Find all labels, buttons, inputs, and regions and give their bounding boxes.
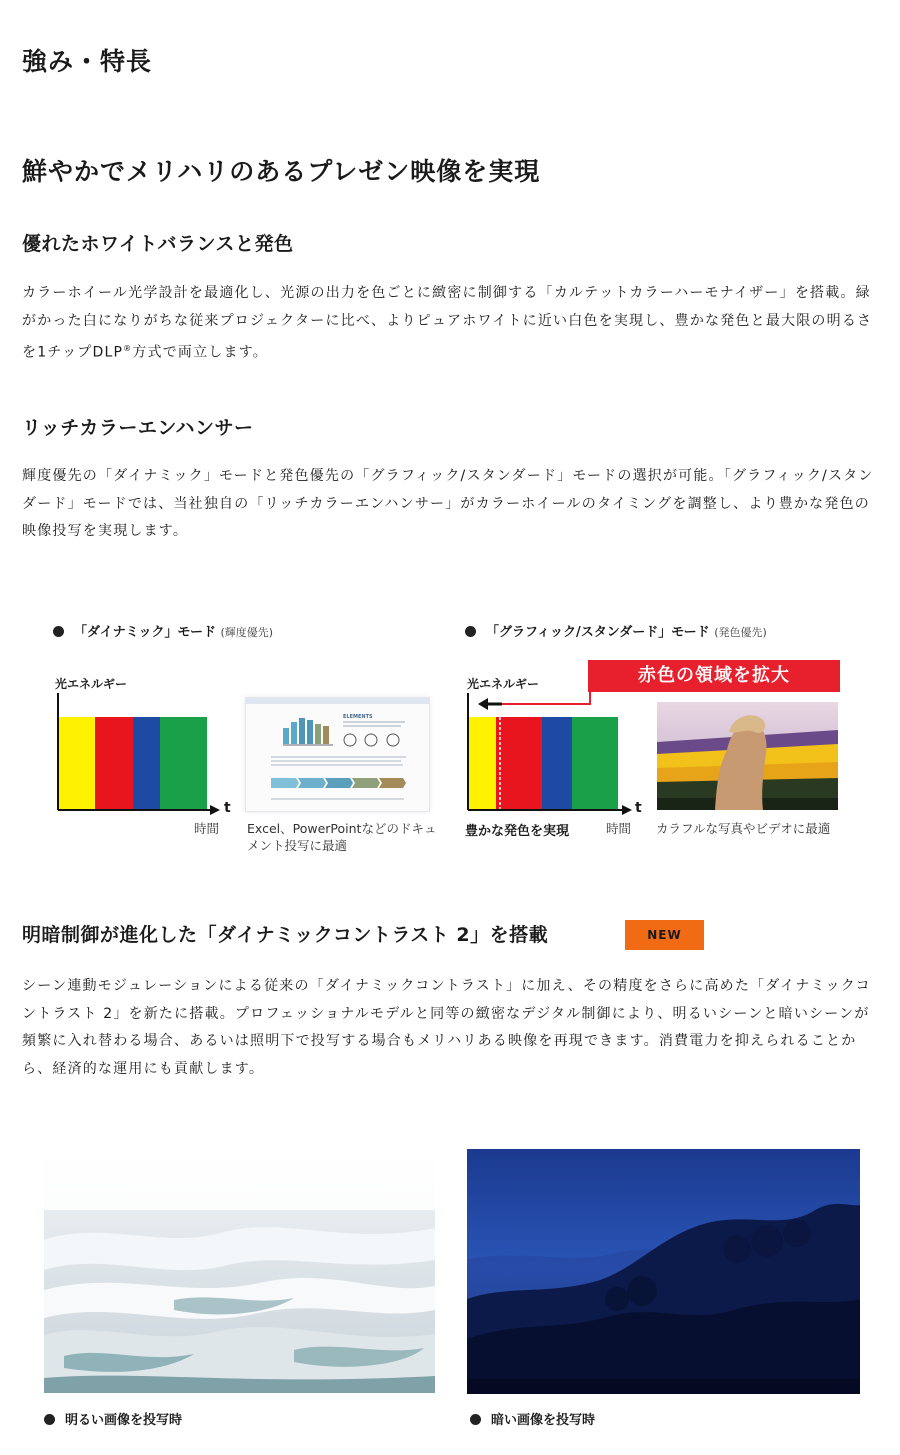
graphic-y-label: 光エネルギー: [467, 677, 540, 691]
dynamic-mode-note: (輝度優先): [220, 626, 274, 639]
dynamic-caption: Excel、PowerPointなどのドキュメント投写に最適: [247, 821, 437, 853]
dynamic-contrast-heading: 明暗制御が進化した「ダイナミックコントラスト 2」を搭載: [22, 924, 549, 946]
doc-text-line: [271, 760, 401, 762]
bullet-icon: [44, 1414, 55, 1425]
doc-text-line: [271, 798, 404, 800]
bar-blue: [542, 717, 572, 810]
x-axis-arrow-icon: [210, 805, 220, 815]
dynamic-energy-chart: [52, 693, 242, 818]
white-balance-body: [22, 280, 878, 367]
dynamic-contrast-body: シーン連動モジュレーションによる従来の「ダイナミックコントラスト」に加え、その精度をさらに高めた「ダイナミックコントラスト 2」を新たに搭載。プロフェッショナルモデルと同等の緻密なデジタル制御により、明るいシーンと暗いシーンが頻繁に入れ替わる場合、あるいは照明下で投写する場合もメリハリある映像を再現できます。消費電力を抑えられることから、経済的な運用にも貢献します。: [22, 978, 871, 1077]
dark-photo: [467, 1149, 860, 1394]
graphic-t-symbol: t: [635, 800, 642, 816]
doc-icons: [343, 732, 409, 748]
bullet-icon: [53, 626, 64, 637]
bar-yellow: [468, 717, 496, 810]
doc-bar-chart: [271, 714, 341, 748]
new-badge: NEW: [625, 920, 704, 950]
doc-timeline: [271, 778, 406, 788]
bullet-icon: [465, 626, 476, 637]
bullet-icon: [470, 1414, 481, 1425]
white-balance-text: カラーホイール光学設計を最適化し、光源の出力を色ごとに緻密に制御する「カルテットカラーハーモナイザー」を搭載。緑がかった白になりがちな従来プロジェクターに比べ、よりピュアホワイトに近い白色を実現し、豊かな発色と最大限の明るさを1チップDLP: [22, 285, 873, 361]
doc-text-line: [343, 721, 405, 723]
left-arrow-icon: [478, 698, 488, 710]
dark-photo-caption: [470, 1409, 595, 1428]
bright-caption-text: 明るい画像を投写時: [65, 1413, 183, 1428]
rich-color-result-label: 豊かな発色を実現: [465, 824, 570, 839]
x-axis-arrow-icon: [622, 805, 632, 815]
bar-green: [160, 717, 207, 810]
dynamic-x-label: 時間: [194, 821, 220, 836]
doc-header-strip: [246, 698, 429, 704]
section-heading: 鮮やかでメリハリのあるプレゼン映像を実現: [22, 157, 541, 186]
dynamic-mode-label: 「ダイナミック」モード: [74, 625, 216, 640]
bar-yellow: [58, 717, 95, 810]
page-title: 強み・特長: [22, 47, 153, 76]
graphic-mode-label: 「グラフィック/スタンダード」モード: [486, 625, 710, 640]
bright-photo: [44, 1150, 435, 1393]
doc-text-line: [271, 756, 406, 758]
bar-green: [572, 717, 618, 810]
bar-red: [95, 717, 133, 810]
white-balance-text-end: 方式で両立します。: [132, 344, 269, 361]
dynamic-t-symbol: t: [224, 800, 231, 816]
dynamic-mode-title: [53, 621, 273, 640]
bar-blue: [133, 717, 160, 810]
rich-color-heading: リッチカラーエンハンサー: [22, 417, 254, 439]
registered-mark: ®: [123, 344, 133, 353]
banner-connector: [502, 692, 590, 704]
dark-caption-text: 暗い画像を投写時: [491, 1413, 596, 1428]
doc-text-line: [271, 764, 403, 766]
graphic-caption: カラフルな写真やビデオに最適: [656, 821, 831, 836]
doc-heading: ELEMENTS: [343, 714, 373, 720]
colorful-photo: [657, 702, 838, 810]
graphic-mode-note: (発色優先): [714, 626, 767, 639]
document-thumbnail: [245, 697, 430, 812]
dynamic-y-label: 光エネルギー: [55, 677, 128, 691]
rich-color-body: 輝度優先の「ダイナミック」モードと発色優先の「グラフィック/スタンダード」モードの選択が可能。「グラフィック/スタンダード」モードでは、当社独自の「リッチカラーエンハンサー」がカラーホイールのタイミングを調整し、より豊かな発色の映像投写を実現します。: [22, 468, 874, 539]
bar-red: [496, 717, 542, 810]
white-balance-heading: 優れたホワイトバランスと発色: [22, 233, 294, 255]
bright-photo-caption: [44, 1409, 182, 1428]
graphic-x-label: 時間: [606, 821, 632, 836]
graphic-mode-title: [465, 621, 767, 640]
expand-red-banner: 赤色の領域を拡大: [588, 660, 840, 692]
doc-text-line: [343, 725, 401, 727]
